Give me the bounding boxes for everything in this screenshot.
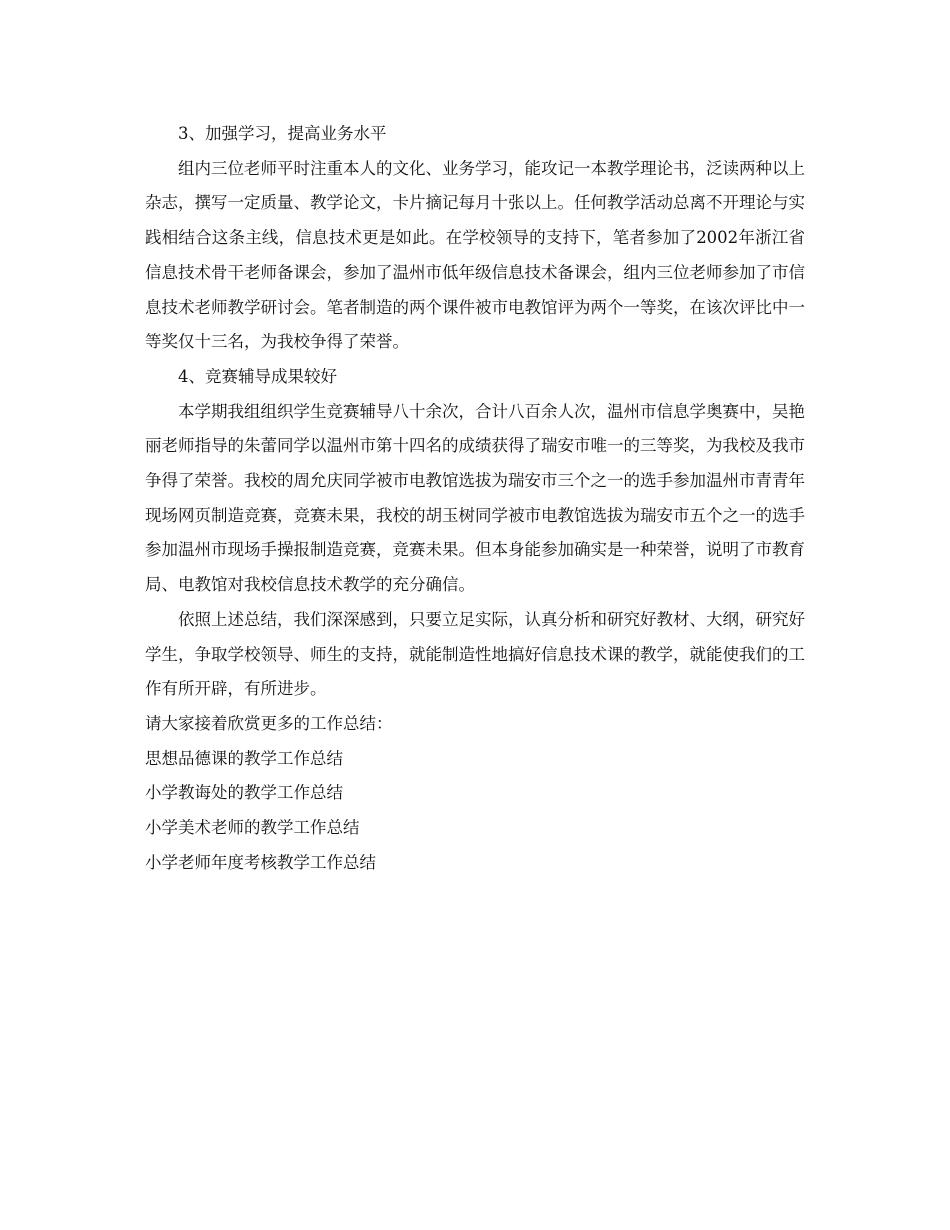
related-link-annual-assessment[interactable]: 小学老师年度考核教学工作总结 [145, 852, 376, 872]
section-4-paragraph: 本学期我组组织学生竞赛辅导八十余次，合计八百余人次，温州市信息学奥赛中，吴艳丽老师指导的朱蕾同学以温州市第十四名的成绩获得了瑞安市唯一的三等奖，为我校及我市争得了荣誉。我校的周允庆同学被市电教馆选拔为瑞安市三个之一的选手参加温州市青青年现场网页制造竞赛，竞赛未果，我校的胡玉树同学被市电教馆选拔为瑞安市五个之一的选手参加温州市现场手操报制造竞赛，竞赛未果。但本身能参加确实是一种荣誉，说明了市教育局、电教馆对我校信息技术教学的充分确信。 [145, 401, 805, 595]
conclusion-paragraph: 依照上述总结，我们深深感到，只要立足实际，认真分析和研究好教材、大纲，研究好学生，争取学校领导、师生的支持，就能制造性地搞好信息技术课的教学，就能使我们的工作有所开辟，有所进步。 [145, 609, 805, 699]
related-link-primary-teaching-office[interactable]: 小学教诲处的教学工作总结 [145, 783, 343, 803]
more-summaries-intro: 请大家接着欣赏更多的工作总结： [145, 713, 393, 733]
section-4-heading: 4、竞赛辅导成果较好 [178, 366, 337, 386]
section-3-heading: 3、加强学习，提高业务水平 [178, 124, 387, 143]
document-body [145, 117, 805, 880]
related-link-moral-education[interactable]: 思想品德课的教学工作总结 [145, 748, 343, 768]
section-3-paragraph: 组内三位老师平时注重本人的文化、业务学习，能攻记一本教学理论书，泛读两种以上杂志，撰写一定质量、教学论文，卡片摘记每月十张以上。任何教学活动总离不开理论与实践相结合这条主线，信息技术更是如此。在学校领导的支持下，笔者参加了2002年浙江省信息技术骨干老师备课会，参加了温州市低年级信息技术备课会，组内三位老师参加了市信息技术老师教学研讨会。笔者制造的两个课件被市电教馆评为两个一等奖，在该次评比中一等奖仅十三名，为我校争得了荣誉。 [145, 158, 805, 352]
related-link-art-teacher[interactable]: 小学美术老师的教学工作总结 [145, 818, 360, 838]
